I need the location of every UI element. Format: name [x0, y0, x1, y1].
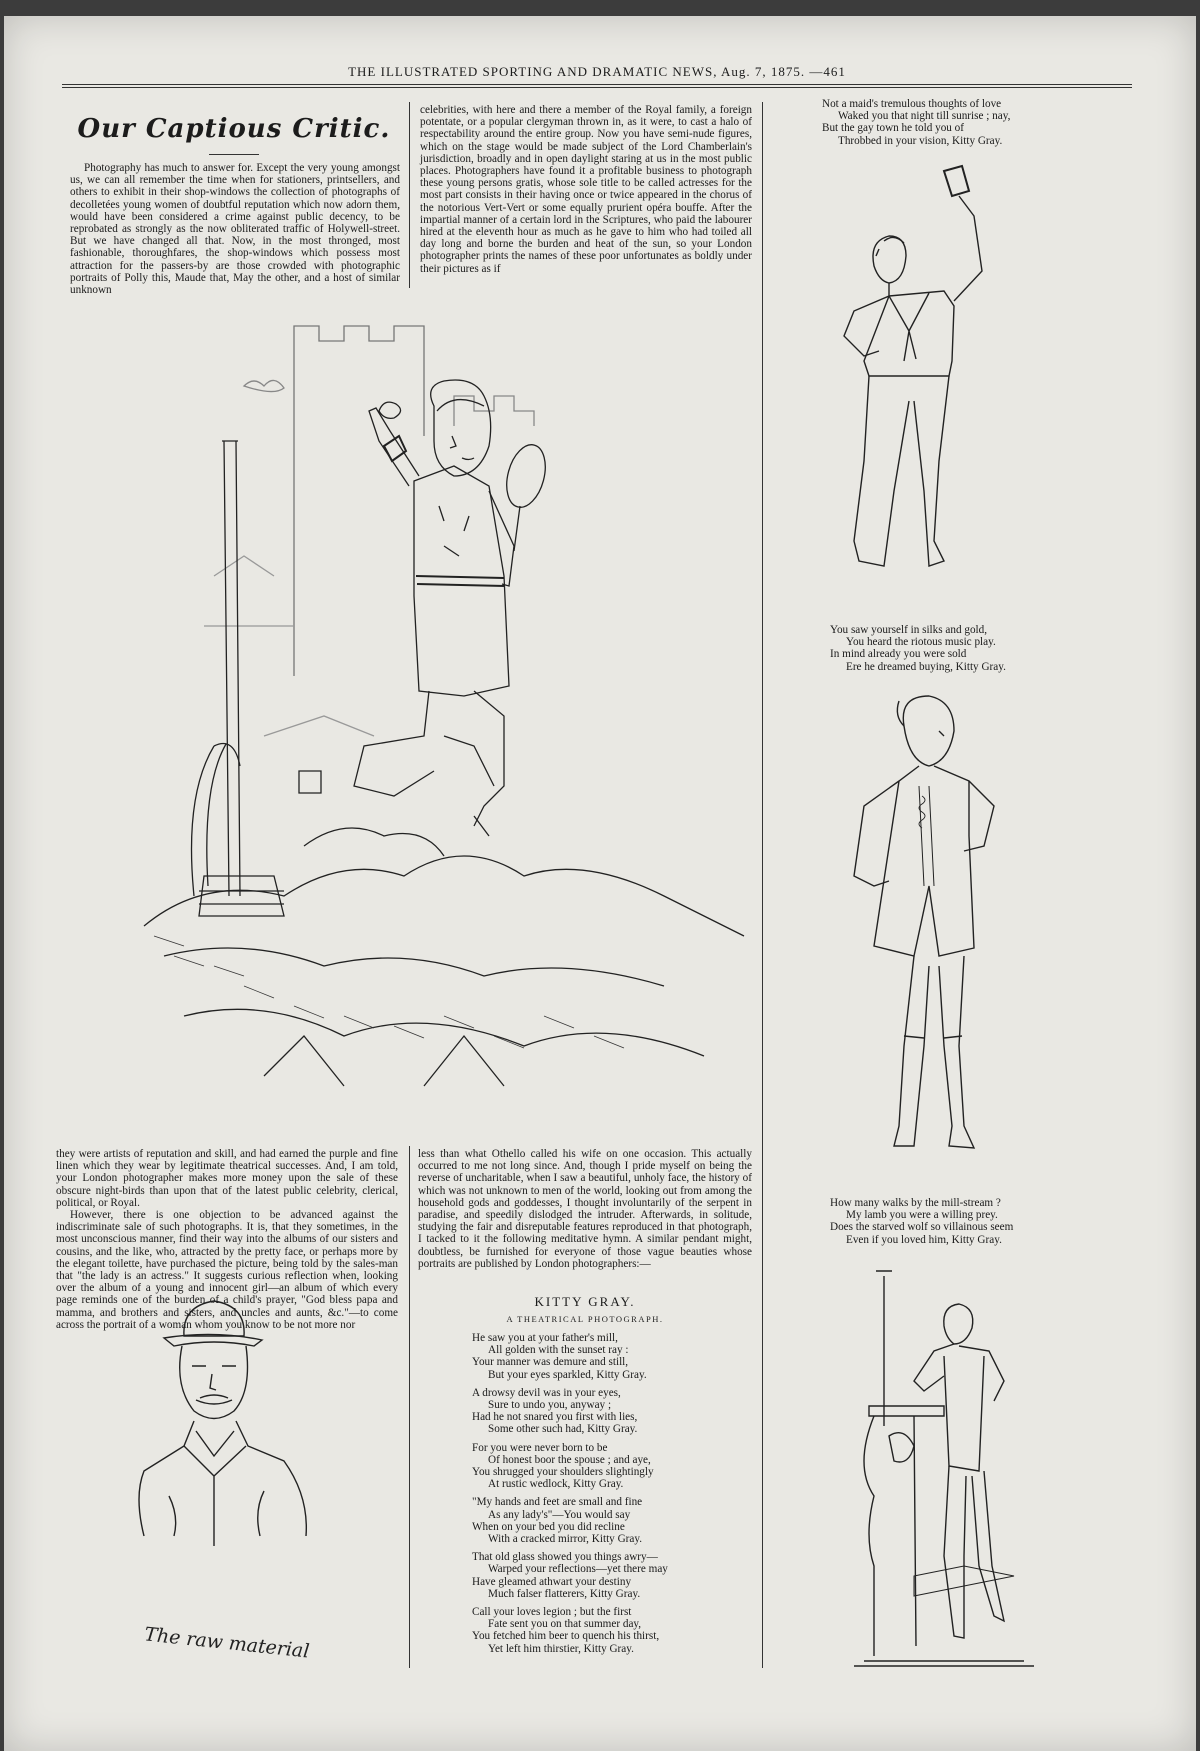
verse-line: My lamb you were a willing prey.	[846, 1209, 998, 1222]
stanza	[472, 1496, 742, 1545]
article-text-col1-top	[70, 162, 400, 296]
portrait-caption: The raw material	[143, 1623, 311, 1663]
poem-verses-middle	[472, 1332, 742, 1661]
verse-line: As any lady's"—You would say	[488, 1508, 631, 1521]
verse-line: At rustic wedlock, Kitty Gray.	[488, 1478, 624, 1491]
verse-line: Have gleamed athwart your destiny	[472, 1575, 632, 1588]
verse-line: Sure to undo you, anyway ;	[488, 1399, 612, 1412]
column-rule-2	[762, 102, 763, 1668]
verse-line: Does the starved wolf so villainous seem	[830, 1221, 1014, 1234]
stanza	[472, 1332, 742, 1381]
verse-line: All golden with the sunset ray :	[488, 1344, 629, 1357]
verse-line: But the gay town he told you of	[822, 122, 965, 135]
verse-line: Fate sent you on that summer day,	[488, 1618, 642, 1631]
verse-line: You heard the riotous music play.	[846, 636, 996, 649]
verse-line: Ere he dreamed buying, Kitty Gray.	[846, 660, 1006, 673]
poem-subtitle: A THEATRICAL PHOTOGRAPH.	[506, 1314, 664, 1324]
verse-line: Warped your reflections—yet there may	[488, 1563, 668, 1576]
verse-line: A drowsy devil was in your eyes,	[472, 1386, 621, 1399]
verse-line: Some other such had, Kitty Gray.	[488, 1423, 638, 1436]
verse-line: Call your loves legion ; but the first	[472, 1606, 632, 1619]
portrait-sketch	[134, 1296, 334, 1566]
poem-title: KITTY GRAY.	[534, 1294, 636, 1309]
main-illustration	[144, 316, 744, 1116]
verse-line: You fetched him beer to quench his thirst,	[472, 1630, 660, 1643]
verse-line: That old glass showed you things awry—	[472, 1551, 658, 1564]
article-text-col2-top	[420, 104, 752, 275]
article-title: Our Captious Critic.	[77, 114, 391, 144]
verse-line: In mind already you were sold	[830, 648, 967, 661]
header-rule-top	[62, 84, 1132, 85]
poem-verses-right-1	[822, 98, 1072, 147]
column-rule-3	[409, 1146, 410, 1668]
stanza	[472, 1606, 742, 1655]
mantelpiece-figure-illustration	[854, 1266, 1034, 1686]
stanza	[472, 1551, 742, 1600]
column-rule-1	[409, 102, 410, 288]
verse-line: But your eyes sparkled, Kitty Gray.	[488, 1368, 647, 1381]
stanza	[472, 1442, 742, 1491]
paragraph: less than what Othello called his wife on one occasion. This actually occurred to me not long since. And, though I pride myself on being the reverse of uncharitable, when I saw a beautiful, unholy face, the history of which was not unknown to men of the world, looking out from among the household gods and goddesses, I thought involuntarily of the serpent in paradise, and speedily dislodged the intruder. Afterwards, in solitude, studying the fair and disreputable features reproduced in that photograph, I tacked to it the following meditative hymn. A similar pendant might, doubtless, be furnished for everyone of those vague beauties whose portraits are published by London photographers:—	[418, 1148, 752, 1270]
newspaper-page	[4, 16, 1196, 1751]
verse-line: You shrugged your shoulders slightingly	[472, 1466, 654, 1479]
verse-line: Throbbed in your vision, Kitty Gray.	[838, 134, 1003, 147]
verse-line: Not a maid's tremulous thoughts of love	[822, 98, 1002, 110]
poem-verses-right-3	[830, 1197, 1080, 1246]
verse-line: For you were never born to be	[472, 1441, 608, 1454]
verse-line: Waked you that night till sunrise ; nay,	[838, 110, 1011, 123]
paragraph: However, there is one objection to be advanced against the indiscriminate sale of such photographs. It is, that they sometimes, in the most unconscious manner, find their way into the albums of our sisters and cousins, and the like, who, attracted by the pretty face, or perhaps more by the elegant toilette, have purchased the picture, being told by the sales-man that "the lady is an actress." It suggests curious reflection when, looking over the album of a young and innocent girl—an album of which every page reminds one of the burden of a child's prayer, "God bless papa and mamma, and brothers and sisters, and uncles and aunts, &c."—to come across the portrait of a woman whom you know to be not more nor	[56, 1209, 398, 1331]
article-text-col2-bottom	[418, 1148, 752, 1270]
verse-line: With a cracked mirror, Kitty Gray.	[488, 1533, 643, 1546]
poem-verses-right-2	[830, 624, 1080, 673]
verse-line: When on your bed you did recline	[472, 1520, 625, 1533]
verse-line: "My hands and feet are small and fine	[472, 1496, 643, 1509]
verse-line: Even if you loved him, Kitty Gray.	[846, 1233, 1002, 1246]
period-coat-figure-illustration	[844, 686, 1024, 1176]
verse-line: He saw you at your father's mill,	[472, 1332, 618, 1344]
header-rule-bottom	[62, 87, 1132, 88]
verse-line: Your manner was demure and still,	[472, 1356, 629, 1369]
verse-line: Had he not snared you first with lies,	[472, 1411, 638, 1424]
verse-line: How many walks by the mill-stream ?	[830, 1197, 1001, 1209]
paragraph: Photography has much to answer for. Except the very young amongst us, we can all remember the time when for stationers, printsellers, and others to exhibit in their shop-windows the collection of photographs of decolletées young women of doubtful reputation which now adorn them, would have been considered a crime against public decency, to be reprobated as strongly as the now obliterated traffic of Holywell-street. But we have changed all that. Now, in the most thronged, most fashionable, thoroughfares, the shop-windows which possess most attraction for the passers-by are those crowded with photographic portraits of Polly this, Maude that, May the other, and a host of similar unknown	[70, 162, 400, 297]
verse-line: Of honest boor the spouse ; and aye,	[488, 1453, 651, 1466]
verse-line: Much falser flatterers, Kitty Gray.	[488, 1587, 641, 1600]
paragraph: celebrities, with here and there a member of the Royal family, a foreign potentate, or a popular clergyman thrown in, as it were, to cast a halo of respectability around the entire group. Now you have semi-nude figures, which on the stage would be made subject of the Lord Chamberlain's jurisdiction, broadly and in open daylight staring at us in the most public places. Photographers have found it a profitable business to photograph these young persons gratis, whose sole title to be called actresses for the most part consists in their having once or twice appeared in the chorus of the notorious Vert-Vert or some equally prurient opéra bouffe. After the impartial manner of a certain lord in the Scriptures, who paid the labourer hired at the eleventh hour as much as he gave to him who had toiled all day long and borne the burden and heat of the sun, so your London photographer prints the names of these poor unfortunates as boldly under their pictures as if	[420, 104, 752, 275]
paragraph: they were artists of reputation and skill, and had earned the purple and fine linen which they wear by legitimate theatrical successes. And, I am told, your London photographer makes more money upon the sale of these obscure night-birds than upon that of the latest public celebrity, clerical, political, or Royal.	[56, 1148, 398, 1209]
verse-line: Yet left him thirstier, Kitty Gray.	[488, 1642, 634, 1655]
title-ornament	[209, 154, 259, 155]
sailor-figure-illustration	[834, 161, 1014, 611]
running-head: THE ILLUSTRATED SPORTING AND DRAMATIC NEWS, Aug. 7, 1875. —461	[348, 64, 846, 79]
stanza	[472, 1387, 742, 1436]
verse-line: You saw yourself in silks and gold,	[830, 624, 988, 636]
